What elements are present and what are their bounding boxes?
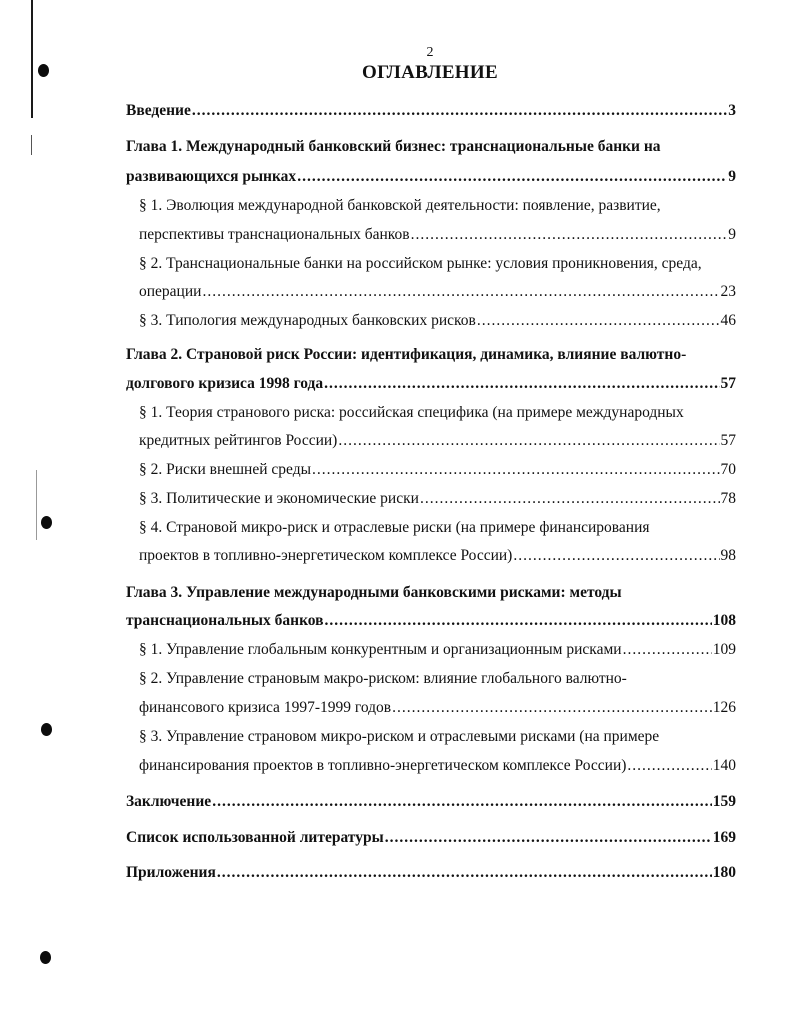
toc-entry-title: операции	[139, 283, 202, 300]
toc-entry-title: § 2. Риски внешней среды	[139, 461, 311, 478]
toc-section-3-2-title[interactable]: § 2. Управление страновым макро-риском: влияние глобального валютно-	[139, 670, 627, 687]
dot-leader	[312, 460, 720, 480]
dot-leader	[338, 431, 719, 451]
toc-entry-title: транснациональных банков	[126, 612, 324, 629]
dot-leader	[325, 611, 712, 631]
toc-entry-page: 108	[712, 612, 736, 629]
toc-entry-references[interactable]	[126, 828, 736, 848]
toc-entry-title: проектов в топливно-энергетическом комплексе России)	[139, 547, 513, 564]
toc-entry-title: финансового кризиса 1997-1999 годов	[139, 699, 392, 716]
toc-entry-title: Заключение	[126, 793, 212, 810]
toc-entry-title: Список использованной литературы	[126, 829, 384, 846]
toc-entry-title: Введение	[126, 102, 191, 119]
page-number: 2	[426, 45, 434, 60]
toc-entry-page: 46	[720, 312, 736, 329]
scan-smudge	[36, 470, 37, 540]
page-title: ОГЛАВЛЕНИЕ	[362, 62, 498, 83]
toc-entry-page: 9	[728, 226, 736, 243]
toc-entry-title: финансирования проектов в топливно-энергетическом комплексе России)	[139, 757, 627, 774]
toc-section-2-4-title[interactable]: § 4. Страновой микро-риск и отраслевые риски (на примере финансирования	[139, 519, 650, 536]
toc-entry-appendices[interactable]	[126, 863, 736, 883]
dot-leader	[627, 756, 711, 776]
toc-entry-conclusion[interactable]	[126, 792, 736, 812]
dot-leader	[392, 698, 712, 718]
toc-entry-title: § 1. Управление глобальным конкурентным и организационным рисками	[139, 641, 622, 658]
toc-entry-page: 70	[720, 461, 736, 478]
toc-chapter-1[interactable]	[126, 167, 736, 187]
toc-section-2-4[interactable]	[139, 546, 736, 566]
toc-section-1-3[interactable]	[139, 311, 736, 331]
punch-hole-mark	[41, 516, 52, 529]
toc-section-2-1[interactable]	[139, 431, 736, 451]
toc-entry-title: кредитных рейтингов России)	[139, 432, 338, 449]
toc-entry-page: 140	[712, 757, 736, 774]
toc-entry-page: 126	[712, 699, 736, 716]
toc-entry-intro[interactable]	[126, 101, 736, 121]
dot-leader	[623, 640, 712, 660]
toc-chapter-3-title[interactable]: Глава 3. Управление международными банковскими рисками: методы	[126, 584, 622, 601]
toc-section-1-2[interactable]	[139, 282, 736, 302]
dot-leader	[385, 828, 712, 848]
toc-entry-title: Приложения	[126, 864, 216, 881]
toc-entry-page: 57	[720, 375, 736, 392]
toc-section-3-1[interactable]	[139, 640, 736, 660]
dot-leader	[513, 546, 719, 566]
dot-leader	[217, 863, 712, 883]
dot-leader	[192, 101, 727, 121]
toc-entry-title: § 3. Политические и экономические риски	[139, 490, 419, 507]
punch-hole-mark	[40, 951, 51, 964]
toc-entry-page: 109	[712, 641, 736, 658]
toc-section-1-1[interactable]	[139, 225, 736, 245]
toc-entry-page: 180	[712, 864, 736, 881]
punch-hole-mark	[41, 723, 52, 736]
dot-leader	[202, 282, 719, 302]
toc-entry-page: 78	[720, 490, 736, 507]
toc-section-3-3-title[interactable]: § 3. Управление страновом микро-риском и отраслевыми рисками (на примере	[139, 728, 660, 745]
toc-section-2-1-title[interactable]: § 1. Теория странового риска: российская специфика (на примере международных	[139, 404, 684, 421]
toc-entry-page: 98	[720, 547, 736, 564]
dot-leader	[212, 792, 712, 812]
toc-chapter-1-title[interactable]: Глава 1. Международный банковский бизнес: транснациональные банки на	[126, 138, 661, 155]
toc-entry-page: 57	[720, 432, 736, 449]
toc-section-3-3[interactable]	[139, 756, 736, 776]
toc-entry-title: развивающихся рынках	[126, 168, 297, 185]
dot-leader	[297, 167, 727, 187]
toc-entry-title: перспективы транснациональных банков	[139, 226, 410, 243]
toc-section-1-1-title[interactable]: § 1. Эволюция международной банковской деятельности: появление, развитие,	[139, 197, 661, 214]
toc-section-2-3[interactable]	[139, 489, 736, 509]
toc-section-3-2[interactable]	[139, 698, 736, 718]
toc-section-2-2[interactable]	[139, 460, 736, 480]
toc-entry-title: § 3. Типология международных банковских рисков	[139, 312, 476, 329]
toc-entry-page: 23	[720, 283, 736, 300]
toc-chapter-2[interactable]	[126, 374, 736, 394]
toc-chapter-3[interactable]	[126, 611, 736, 631]
dot-leader	[477, 311, 720, 331]
toc-chapter-2-title[interactable]: Глава 2. Страновой риск России: идентификация, динамика, влияние валютно-	[126, 346, 687, 363]
toc-entry-page: 3	[728, 102, 736, 119]
dot-leader	[411, 225, 728, 245]
scan-edge-line-lower	[31, 135, 32, 155]
toc-entry-page: 9	[728, 168, 736, 185]
toc-section-1-2-title[interactable]: § 2. Транснациональные банки на российском рынке: условия проникновения, среда,	[139, 255, 702, 272]
toc-entry-title: долгового кризиса 1998 года	[126, 375, 324, 392]
dot-leader	[324, 374, 719, 394]
dot-leader	[420, 489, 720, 509]
toc-entry-page: 169	[712, 829, 736, 846]
toc-entry-page: 159	[712, 793, 736, 810]
